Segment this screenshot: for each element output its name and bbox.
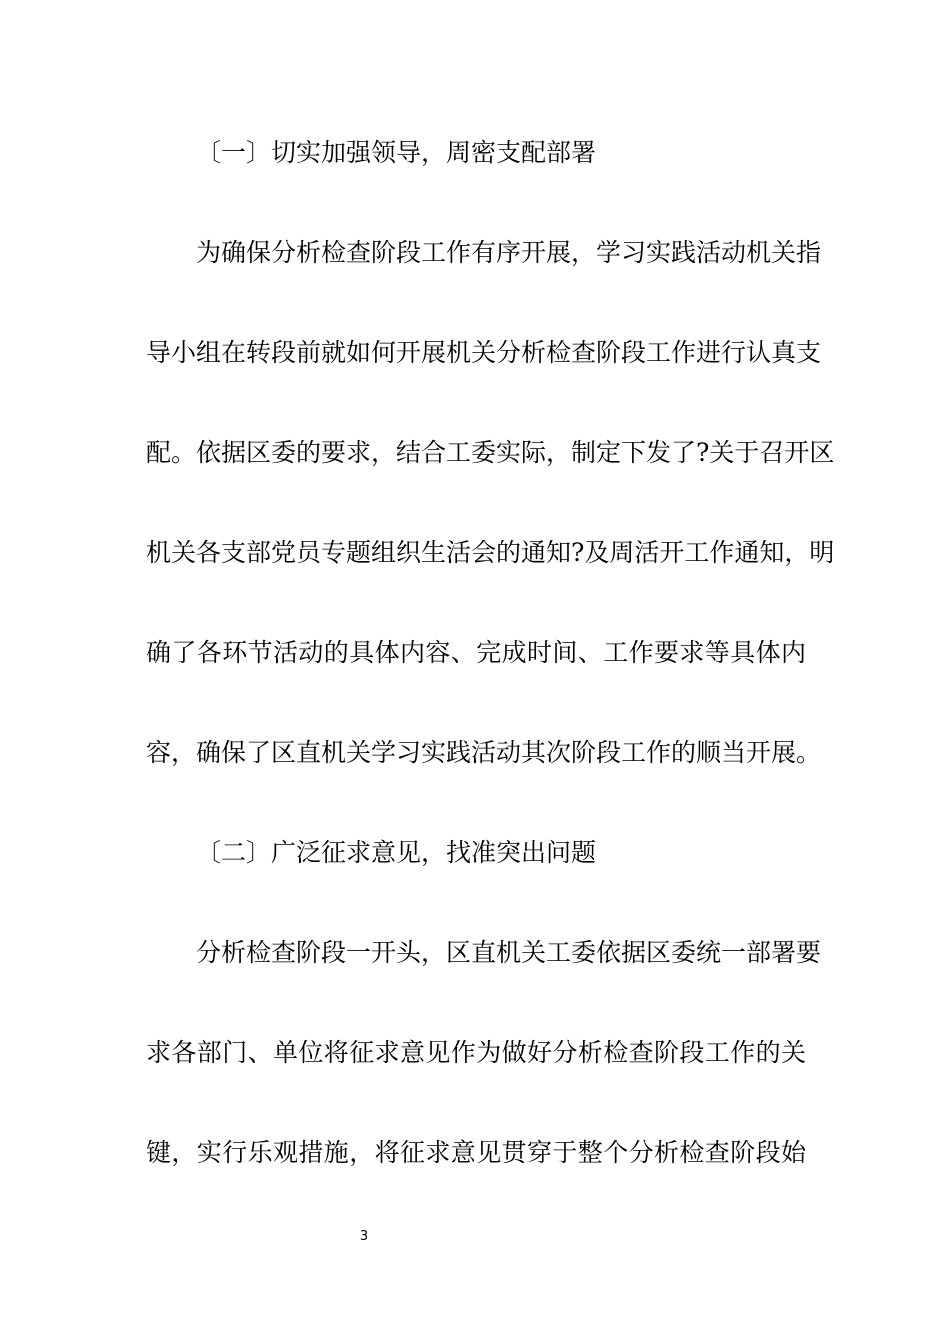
paragraph-line: 分析检查阶段一开头，区直机关工委依据区委统一部署要 <box>196 938 822 967</box>
page-number: 3 <box>359 1229 369 1244</box>
paragraph-line: 确了各环节活动的具体内容、完成时间、工作要求等具体内 <box>146 638 806 667</box>
paragraph-line: 求各部门、单位将征求意见作为做好分析检查阶段工作的关 <box>146 1038 806 1067</box>
paragraph-line: 配。依据区委的要求，结合工委实际，制定下发了?关于召开区 <box>146 438 835 467</box>
section-heading-2: 〔二〕广泛征求意见，找准突出问题 <box>196 838 597 867</box>
paragraph-line: 机关各支部党员专题组织生活会的通知?及周活开工作通知，明 <box>146 538 835 567</box>
paragraph-line: 容，确保了区直机关学习实践活动其次阶段工作的顺当开展。 <box>146 738 822 767</box>
paragraph-line: 导小组在转段前就如何开展机关分析检查阶段工作进行认真支 <box>146 338 822 367</box>
paragraph-line: 键，实行乐观措施，将征求意见贯穿于整个分析检查阶段始 <box>146 1138 806 1167</box>
section-heading-1: 〔一〕切实加强领导，周密支配部署 <box>196 138 597 167</box>
paragraph-line: 为确保分析检查阶段工作有序开展，学习实践活动机关指 <box>196 238 822 267</box>
